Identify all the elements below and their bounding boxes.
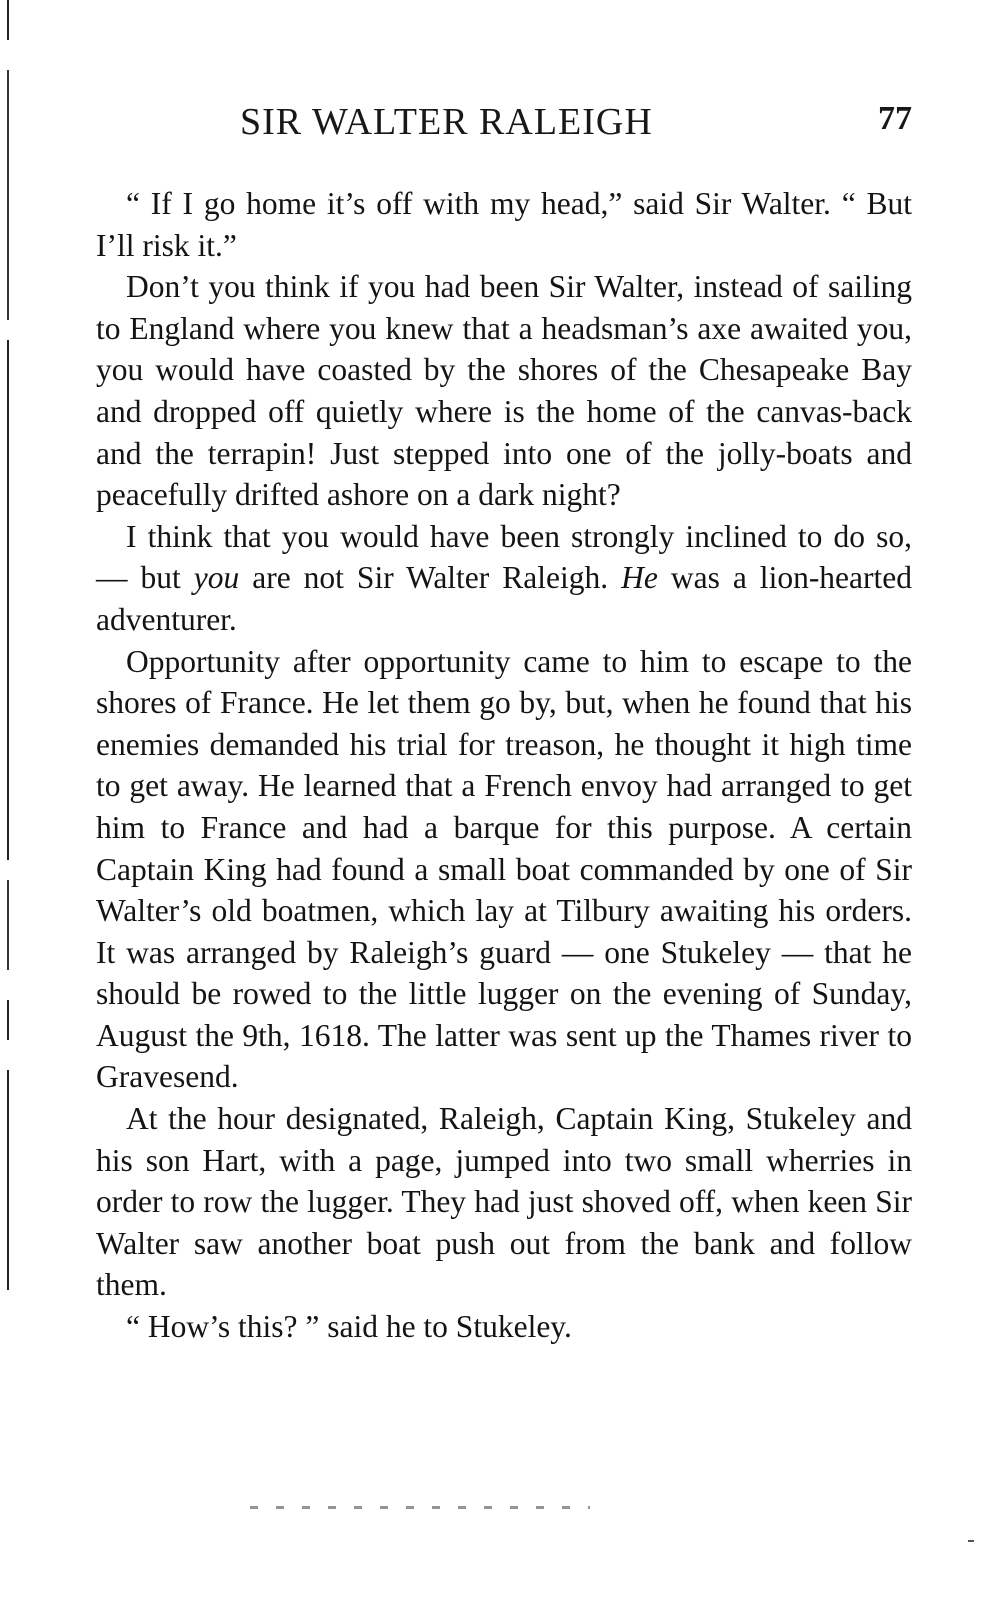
- body-text: [96, 183, 912, 1348]
- footer-rule: [250, 1506, 590, 1509]
- corner-mark: [968, 1540, 974, 1542]
- page-number: 77: [878, 100, 912, 137]
- emphasis-he: He: [621, 560, 658, 596]
- paragraph-5: At the hour designated, Raleigh, Captain King, Stukeley and his son Hart, with a page, jumped into two small wherries in order to row the lugger. They had just shoved off, when keen Sir Walter saw another boat push out from the bank and follow them.: [96, 1101, 912, 1303]
- paragraph-3-part-3: was a lion-hearted adventurer.: [96, 560, 912, 637]
- paragraph-6: “ How’s this? ” said he to Stukeley.: [126, 1309, 572, 1345]
- paragraph-1: “ If I go home it’s off with my head,” said Sir Walter. “ But I’ll risk it.”: [96, 186, 912, 263]
- running-title: SIR WALTER RALEIGH: [240, 101, 653, 143]
- paragraph-3: [96, 516, 912, 641]
- binding-edge: [7, 0, 9, 1290]
- paragraph-3-part-1: I think that you would have been strongly inclined to do so, — but: [96, 518, 912, 596]
- page-header: [96, 100, 912, 148]
- paragraph-4: Opportunity after opportunity came to him to escape to the shores of France. He let them go by, but, when he found that his enemies demanded his trial for treason, he thought it high time to get away. He learned that a French envoy had arranged to get him to France and had a barque for this purpose. A certain Captain King had found a small boat commanded by one of Sir Walter’s old boatmen, which lay at Tilbury awaiting his orders. It was arranged by Raleigh’s guard — one Stukeley — that he should be rowed to the little lugger on the evening of Sunday, August the 9th, 1618. The latter was sent up the Thames river to Gravesend.: [96, 643, 912, 1095]
- paragraph-2: Don’t you think if you had been Sir Walter, instead of sailing to England where you knew that a headsman’s axe awaited you, you would have coasted by the shores of the Chesapeake Bay and dropped off quietly where is the home of the canvas-back and the terrapin! Just stepped into one of the jolly-boats and peacefully drifted ashore on a dark night?: [96, 269, 912, 513]
- emphasis-you: you: [193, 560, 240, 596]
- paragraph-3-part-2: are not Sir Walter Raleigh.: [239, 560, 622, 596]
